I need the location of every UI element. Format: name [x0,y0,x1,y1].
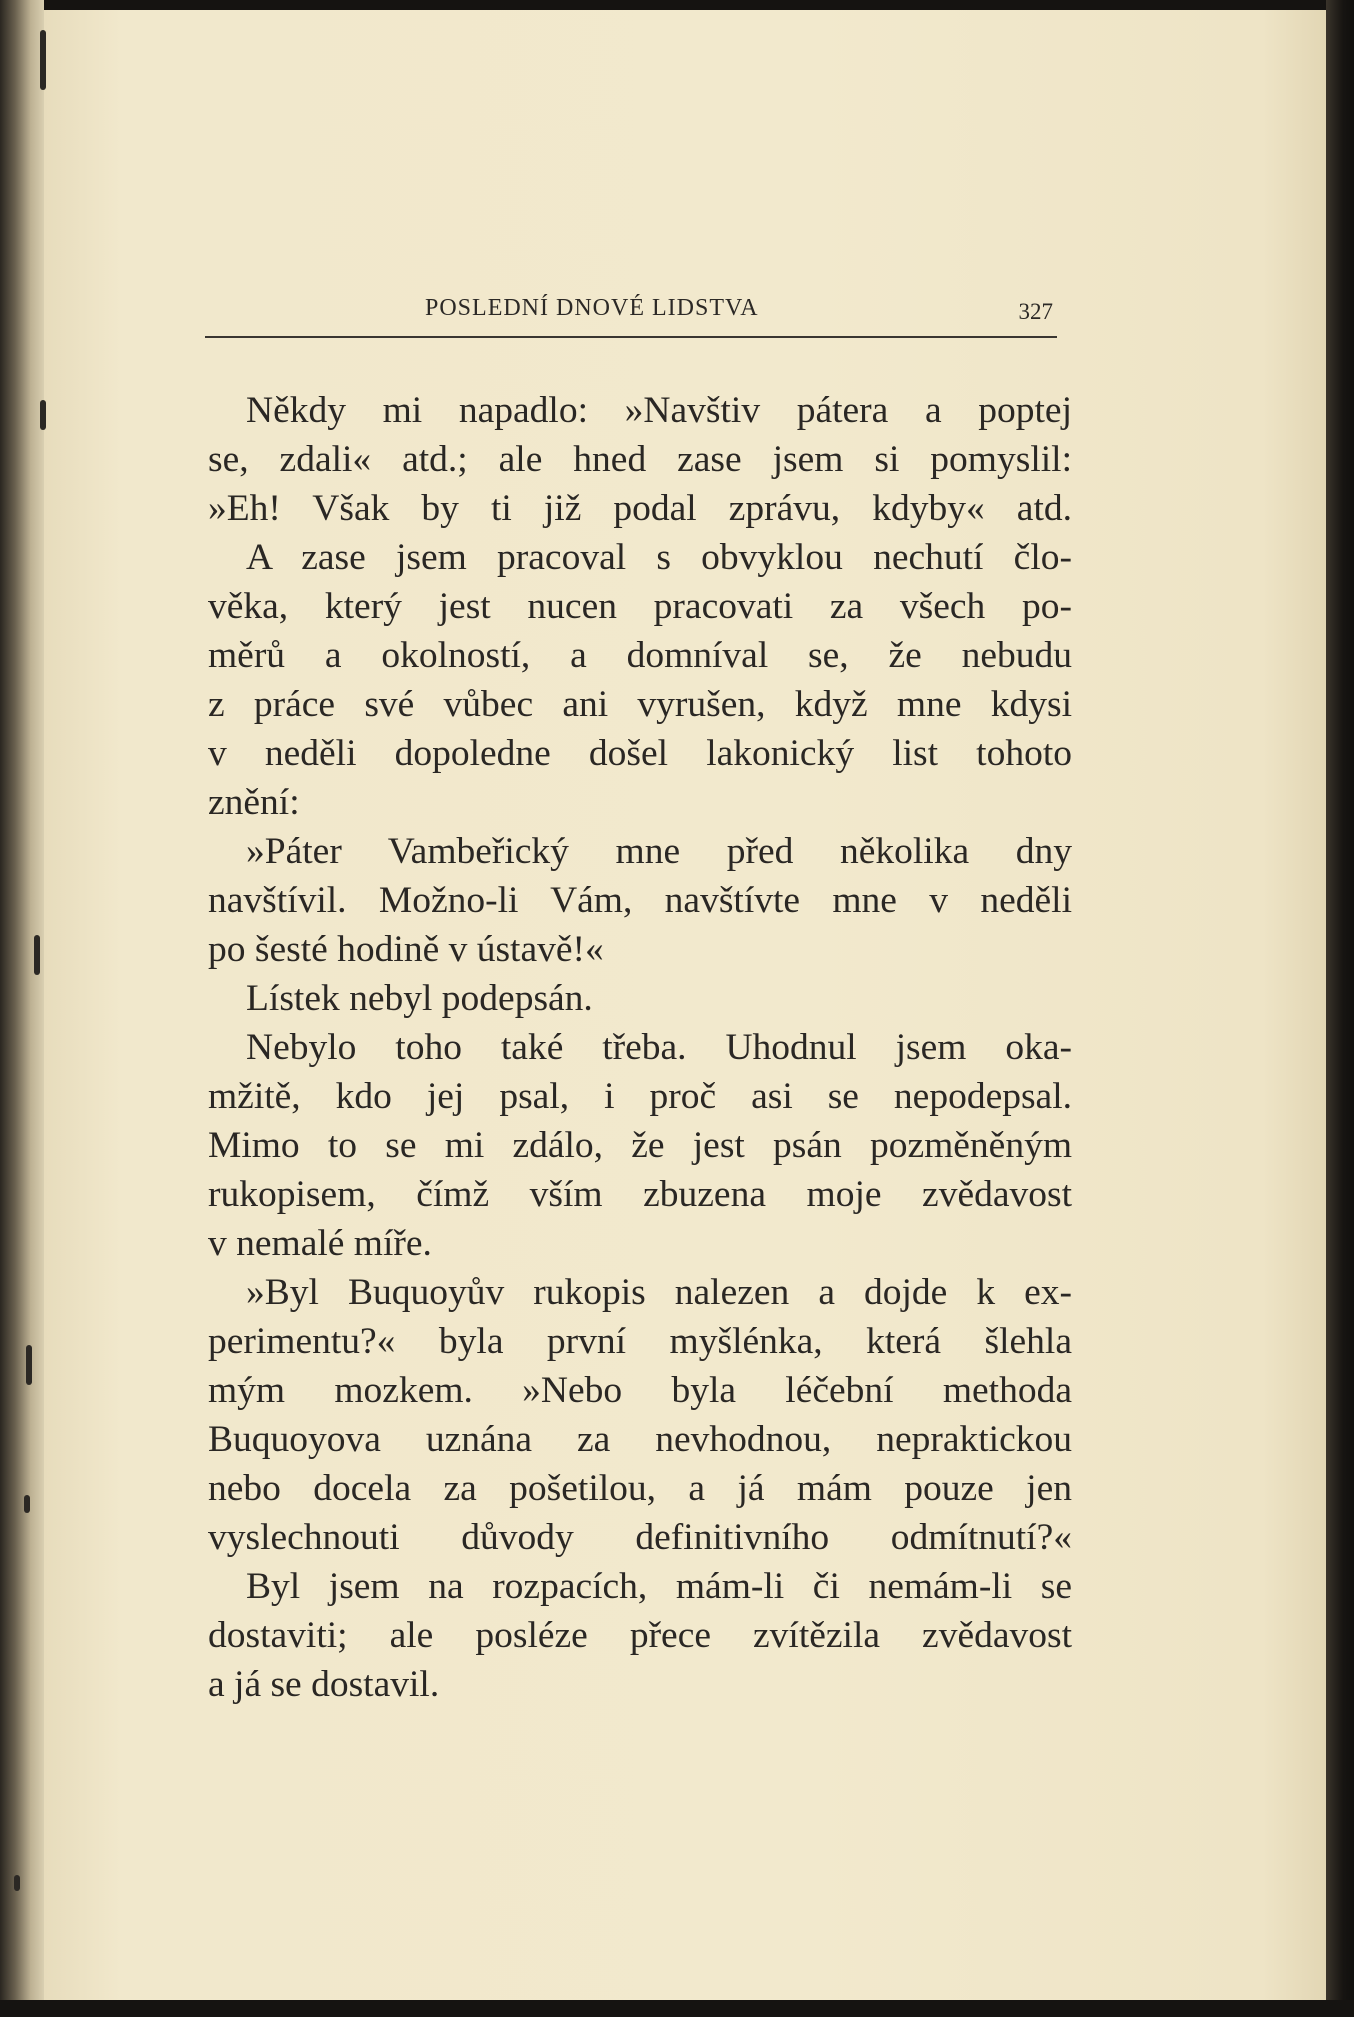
text-line: nebo docela za pošetilou, a já mám pouze jen [208,1468,1072,1509]
text-line: mým mozkem. »Nebo byla léčební methoda [208,1370,1072,1411]
text-line: po šesté hodině v ústavě!« [208,929,604,970]
text-line: a já se dostavil. [208,1664,440,1705]
text-line: Lístek nebyl podepsán. [246,978,593,1019]
book-spine-edge [0,0,44,2017]
text-line: mžitě, kdo jej psal, i proč asi se nepodepsal. [208,1076,1072,1117]
page-body-text [208,386,1072,1709]
text-line: se, zdali« atd.; ale hned zase jsem si pomyslil: [208,439,1072,480]
text-line: Mimo to se mi zdálo, že jest psán pozměněným [208,1125,1072,1166]
text-line: v neděli dopoledne došel lakonický list tohoto [208,733,1072,774]
text-line: »Byl Buquoyův rukopis nalezen a dojde k ex- [246,1272,1072,1313]
text-line: A zase jsem pracoval s obvyklou nechutí člo- [246,537,1072,578]
text-line: měrů a okolností, a domníval se, že nebudu [208,635,1072,676]
scan-bottom-border [0,2000,1354,2017]
header-rule [205,336,1057,338]
text-line: rukopisem, čímž vším zbuzena moje zvědavost [208,1174,1072,1215]
text-line: znění: [208,782,300,823]
text-line: »Páter Vambeřický mne před několika dny [246,831,1072,872]
running-title: POSLEDNÍ DNOVÉ LIDSTVA [425,295,759,321]
running-head [205,292,1057,332]
text-line: vyslechnouti důvody definitivního odmítnutí?« [208,1517,1072,1558]
text-line: věka, který jest nucen pracovati za všech po- [208,586,1072,627]
text-line: »Eh! Však by ti již podal zprávu, kdyby« atd. [208,488,1072,529]
spine-mark [26,1345,32,1385]
text-line: z práce své vůbec ani vyrušen, když mne kdysi [208,684,1072,725]
text-line: Buquoyova uznána za nevhodnou, nepraktickou [208,1419,1072,1460]
spine-mark [24,1495,30,1513]
scan-right-border [1326,0,1354,2017]
page-number: 327 [1018,299,1053,324]
text-line: perimentu?« byla první myšlénka, která šlehla [208,1321,1072,1362]
spine-mark [40,30,46,90]
spine-mark [14,1875,20,1891]
text-line: v nemalé míře. [208,1223,432,1264]
text-line: Někdy mi napadlo: »Navštiv pátera a poptej [246,390,1072,431]
text-line: dostaviti; ale posléze přece zvítězila zvědavost [208,1615,1072,1656]
spine-mark [40,400,46,430]
text-line: Nebylo toho také třeba. Uhodnul jsem oka- [246,1027,1072,1068]
spine-mark [34,935,40,975]
text-line: Byl jsem na rozpacích, mám-li či nemám-li se [246,1566,1072,1607]
text-line: navštívil. Možno-li Vám, navštívte mne v neděli [208,880,1072,921]
